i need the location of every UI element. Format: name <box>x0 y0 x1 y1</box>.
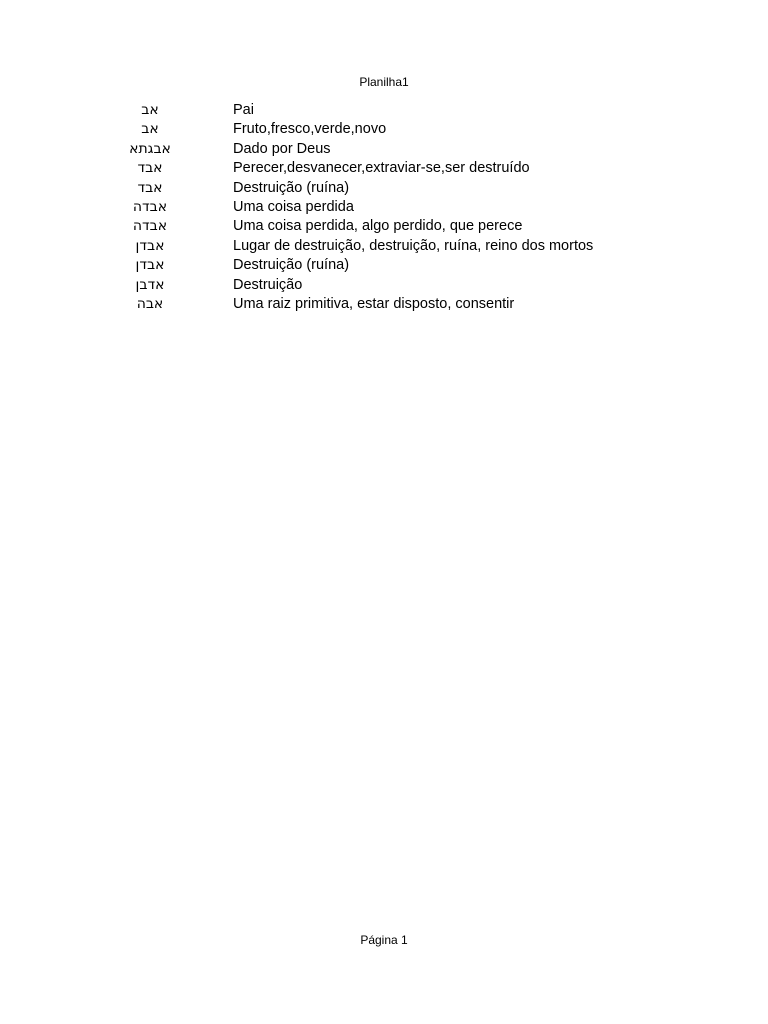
meaning-text: Perecer,desvanecer,extraviar-se,ser destruído <box>233 160 530 177</box>
meaning-text: Lugar de destruição, destruição, ruína, reino dos mortos <box>233 237 594 254</box>
meaning-text: Destruição (ruína) <box>233 179 350 196</box>
table-row <box>0 140 768 159</box>
page-footer: Página 1 <box>360 933 408 947</box>
meaning-text: Destruição (ruína) <box>233 257 350 274</box>
page-header: Planilha1 <box>359 75 409 89</box>
table-row <box>0 276 768 295</box>
spreadsheet-table <box>0 101 768 314</box>
table-row <box>0 101 768 120</box>
table-row <box>0 179 768 198</box>
meaning-text: Pai <box>233 102 254 118</box>
hebrew-word: אבדן <box>135 257 165 274</box>
hebrew-word: אב <box>141 121 159 138</box>
hebrew-word: אבדה <box>132 198 168 215</box>
table-row <box>0 159 768 178</box>
meaning-text: Destruição <box>233 276 303 293</box>
hebrew-word: אדבן <box>135 276 165 293</box>
table-row <box>0 256 768 275</box>
table-row <box>0 217 768 236</box>
hebrew-word: אבד <box>137 160 163 177</box>
table-row <box>0 120 768 139</box>
hebrew-word: אבדן <box>135 237 165 254</box>
hebrew-word: אבגתא <box>129 140 171 157</box>
meaning-text: Uma coisa perdida <box>233 198 354 215</box>
hebrew-word: אבדה <box>132 218 168 235</box>
hebrew-word: אבה <box>136 295 164 312</box>
meaning-text: Uma coisa perdida, algo perdido, que perece <box>233 218 523 235</box>
meaning-text: Dado por Deus <box>233 140 331 157</box>
table-row <box>0 295 768 314</box>
hebrew-word: אב <box>141 102 159 118</box>
meaning-text: Uma raiz primitiva, estar disposto, consentir <box>233 295 515 312</box>
meaning-text: Fruto,fresco,verde,novo <box>233 121 387 138</box>
hebrew-word: אבד <box>137 179 163 196</box>
table-row <box>0 237 768 256</box>
table-row <box>0 198 768 217</box>
